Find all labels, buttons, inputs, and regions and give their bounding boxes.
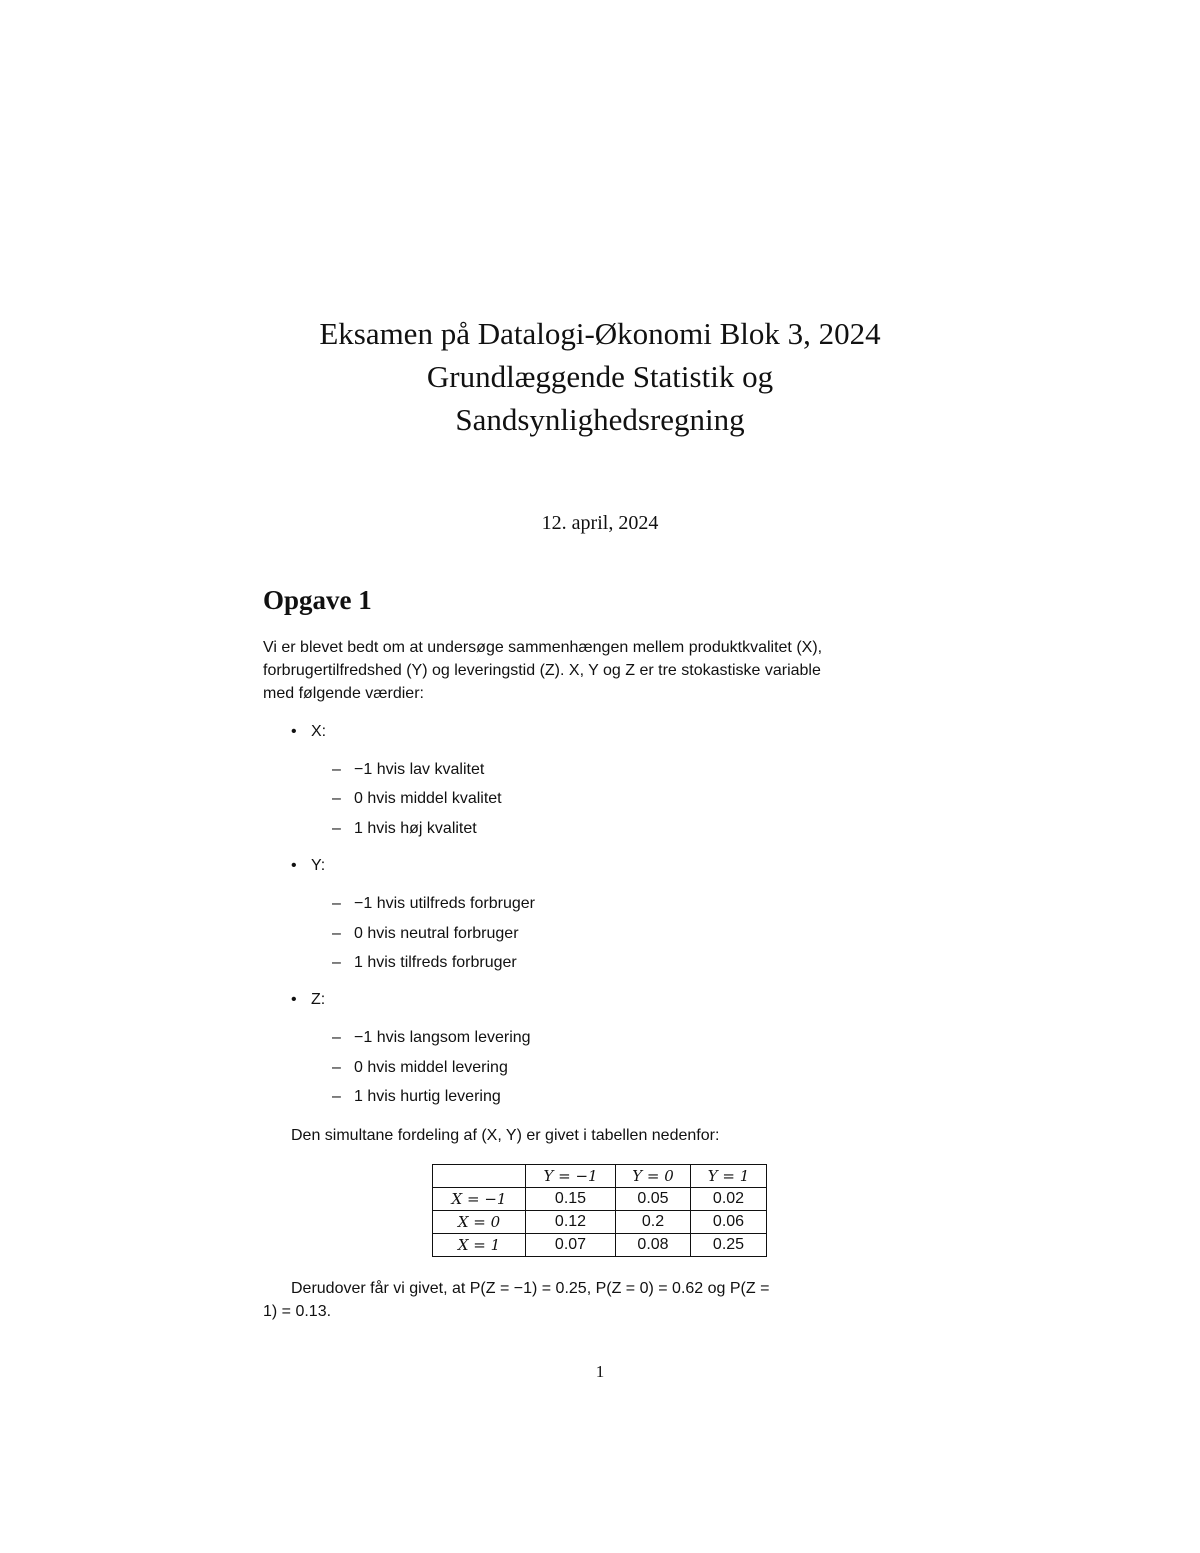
- row-header: X = 0: [433, 1211, 526, 1234]
- table-cell: 0.07: [526, 1234, 616, 1257]
- sub-item: [332, 925, 519, 943]
- title-line-2: Grundlæggende Statistik og: [426, 359, 774, 394]
- dash-mark: –: [332, 1059, 341, 1076]
- title-line-3: Sandsynlighedsregning: [455, 402, 745, 437]
- column-header: Y = −1: [526, 1165, 616, 1188]
- bullet-item-x: [291, 723, 326, 741]
- probability-text-line-2: 1) = 0.13.: [263, 1303, 332, 1320]
- dash-mark: –: [332, 790, 341, 807]
- sub-item-text: 1 hvis tilfreds forbruger: [354, 954, 517, 971]
- sub-item: [332, 895, 535, 913]
- sub-item: [332, 1029, 531, 1047]
- sub-item-text: 1 hvis høj kvalitet: [354, 820, 477, 837]
- sub-item-text: −1 hvis lav kvalitet: [354, 761, 485, 778]
- table-cell: 0.12: [526, 1211, 616, 1234]
- table-header-row: [433, 1165, 767, 1188]
- dash-mark: –: [332, 1088, 341, 1105]
- sub-item-text: 1 hvis hurtig levering: [354, 1088, 501, 1105]
- row-header: X = −1: [433, 1188, 526, 1211]
- table-cell: 0.08: [616, 1234, 691, 1257]
- bullet-label: Z:: [311, 991, 326, 1008]
- sub-item: [332, 790, 502, 808]
- table-cell: 0.2: [616, 1211, 691, 1234]
- title-line-1: Eksamen på Datalogi-Økonomi Blok 3, 2024: [319, 316, 881, 351]
- page-number: 1: [595, 1362, 605, 1381]
- column-header: Y = 1: [691, 1165, 767, 1188]
- section-heading: Opgave 1: [263, 585, 372, 615]
- table-row: [433, 1234, 767, 1257]
- table-cell: 0.02: [691, 1188, 767, 1211]
- table-cell: 0.06: [691, 1211, 767, 1234]
- bullet-label: Y:: [311, 857, 326, 874]
- dash-mark: –: [332, 954, 341, 971]
- sub-item-text: 0 hvis middel levering: [354, 1059, 508, 1076]
- joint-distribution-table: [432, 1164, 767, 1257]
- table-corner-cell: [433, 1165, 526, 1188]
- row-header: X = 1: [433, 1234, 526, 1257]
- sub-item: [332, 1059, 508, 1077]
- dash-mark: –: [332, 895, 341, 912]
- dash-mark: –: [332, 761, 341, 778]
- sub-item: [332, 761, 484, 779]
- bullet-label: X:: [311, 723, 327, 740]
- sub-item: [332, 1088, 501, 1106]
- table-row: [433, 1188, 767, 1211]
- table-lead-text: Den simultane fordeling af (X, Y) er givet i tabellen nedenfor:: [291, 1127, 720, 1144]
- bullet-mark: •: [291, 991, 297, 1008]
- sub-item-text: 0 hvis middel kvalitet: [354, 790, 502, 807]
- table-cell: 0.25: [691, 1234, 767, 1257]
- sub-item-text: −1 hvis utilfreds forbruger: [354, 895, 535, 912]
- dash-mark: –: [332, 820, 341, 837]
- probability-text-line-1: Derudover får vi givet, at P(Z = −1) = 0.25, P(Z = 0) = 0.62 og P(Z =: [291, 1280, 770, 1297]
- table-cell: 0.05: [616, 1188, 691, 1211]
- bullet-item-z: [291, 991, 325, 1009]
- intro-line: Vi er blevet bedt om at undersøge sammenhængen mellem produktkvalitet (X),: [263, 639, 823, 656]
- sub-item-text: −1 hvis langsom levering: [354, 1029, 531, 1046]
- sub-item: [332, 954, 517, 972]
- intro-line: med følgende værdier:: [263, 685, 424, 702]
- intro-line: forbrugertilfredshed (Y) og leveringstid (Z). X, Y og Z er tre stokastiske variable: [263, 662, 821, 679]
- table-row: [433, 1211, 767, 1234]
- document-date: 12. april, 2024: [541, 512, 659, 534]
- column-header: Y = 0: [616, 1165, 691, 1188]
- document-title: [0, 312, 1200, 441]
- intro-paragraph: [263, 636, 963, 705]
- dash-mark: –: [332, 925, 341, 942]
- bullet-mark: •: [291, 723, 297, 740]
- bullet-item-y: [291, 857, 325, 875]
- sub-item: [332, 820, 477, 838]
- sub-item-text: 0 hvis neutral forbruger: [354, 925, 519, 942]
- bullet-mark: •: [291, 857, 297, 874]
- dash-mark: –: [332, 1029, 341, 1046]
- table-cell: 0.15: [526, 1188, 616, 1211]
